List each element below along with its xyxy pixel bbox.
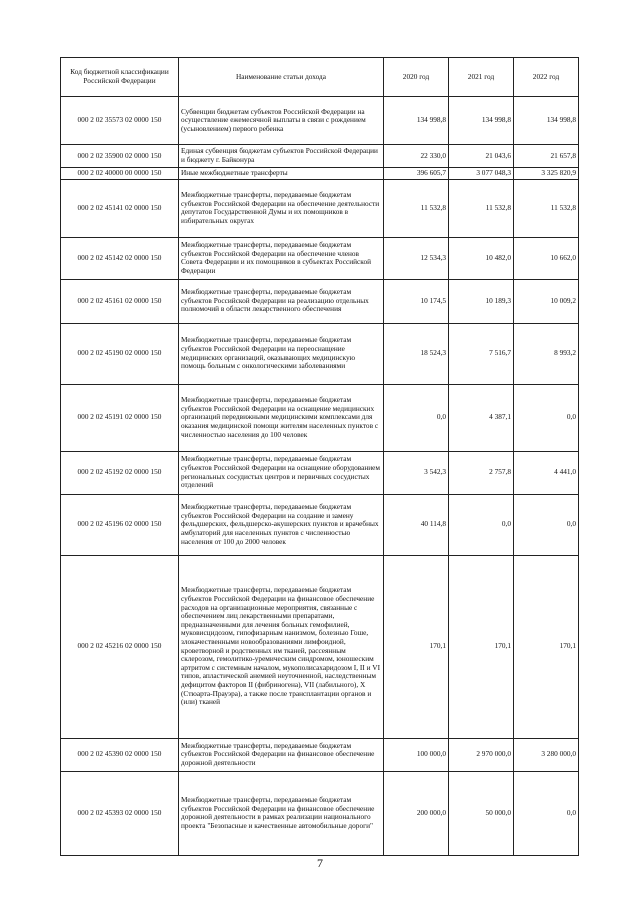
row-value-2021: 4 387,1	[449, 384, 514, 451]
row-value-2022: 8 993,2	[514, 323, 579, 384]
row-name: Единая субвенция бюджетам субъектов Российской Федерации и бюджету г. Байконура	[179, 145, 384, 168]
row-value-2020: 0,0	[384, 384, 449, 451]
row-name: Межбюджетные трансферты, передаваемые бюджетам субъектов Российской Федерации на оснащение оборудованием региональных сосудистых центров и первичных сосудистых отделений	[179, 451, 384, 494]
row-code: 000 2 02 40000 00 0000 150	[61, 168, 179, 180]
row-value-2021: 50 000,0	[449, 771, 514, 855]
row-code: 000 2 02 35900 02 0000 150	[61, 145, 179, 168]
table-row	[61, 323, 579, 384]
row-value-2021: 21 043,6	[449, 145, 514, 168]
row-value-2022: 10 009,2	[514, 279, 579, 323]
table-row	[61, 738, 579, 771]
row-value-2021: 10 189,3	[449, 279, 514, 323]
row-value-2021: 2 970 000,0	[449, 738, 514, 771]
row-value-2021: 10 482,0	[449, 237, 514, 279]
row-code: 000 2 02 45393 02 0000 150	[61, 771, 179, 855]
table-row	[61, 168, 579, 180]
table-row	[61, 97, 579, 145]
row-value-2022: 0,0	[514, 771, 579, 855]
row-name: Межбюджетные трансферты, передаваемые бюджетам субъектов Российской Федерации на реализацию отдельных полномочий в области лекарственного обеспечения	[179, 279, 384, 323]
row-value-2021: 3 077 048,3	[449, 168, 514, 180]
row-name: Межбюджетные трансферты, передаваемые бюджетам субъектов Российской Федерации на финансовое обеспечение дорожной деятельности	[179, 738, 384, 771]
table-row	[61, 384, 579, 451]
row-code: 000 2 02 45141 02 0000 150	[61, 179, 179, 237]
row-value-2021: 170,1	[449, 555, 514, 738]
row-value-2020: 12 534,3	[384, 237, 449, 279]
table-row	[61, 494, 579, 555]
row-name: Межбюджетные трансферты, передаваемые бюджетам субъектов Российской Федерации на обеспечение членов Совета Федерации и их помощников в субъектах Российской Федерации	[179, 237, 384, 279]
row-value-2020: 10 174,5	[384, 279, 449, 323]
row-name: Межбюджетные трансферты, передаваемые бюджетам субъектов Российской Федерации на оснащение медицинских организаций передвижными медицинскими комплексами для оказания медицинской помощи жителям населенных пунктов с численностью населения до 100 человек	[179, 384, 384, 451]
table-row	[61, 237, 579, 279]
row-value-2022: 10 662,0	[514, 237, 579, 279]
row-value-2020: 170,1	[384, 555, 449, 738]
row-value-2020: 18 524,3	[384, 323, 449, 384]
revenue-table	[60, 57, 579, 856]
row-value-2021: 11 532,8	[449, 179, 514, 237]
row-value-2020: 396 605,7	[384, 168, 449, 180]
row-value-2021: 7 516,7	[449, 323, 514, 384]
row-code: 000 2 02 45191 02 0000 150	[61, 384, 179, 451]
table-row	[61, 145, 579, 168]
header-2022: 2022 год	[514, 58, 579, 97]
row-value-2021: 2 757,8	[449, 451, 514, 494]
row-code: 000 2 02 45390 02 0000 150	[61, 738, 179, 771]
table-header-row	[61, 58, 579, 97]
row-value-2022: 3 280 000,0	[514, 738, 579, 771]
row-name: Межбюджетные трансферты, передаваемые бюджетам субъектов Российской Федерации на создание и замену фельдшерских, фельдшерско-акушерских пунктов и врачебных амбулаторий для населенных пунктов с численностью населения от 100 до 2000 человек	[179, 494, 384, 555]
row-code: 000 2 02 45142 02 0000 150	[61, 237, 179, 279]
row-value-2022: 3 325 820,9	[514, 168, 579, 180]
row-name: Субвенции бюджетам субъектов Российской Федерации на осуществление ежемесячной выплаты в связи с рождением (усыновлением) первого ребенка	[179, 97, 384, 145]
row-value-2021: 0,0	[449, 494, 514, 555]
row-value-2020: 134 998,8	[384, 97, 449, 145]
row-name: Межбюджетные трансферты, передаваемые бюджетам субъектов Российской Федерации на переоснащение медицинских организаций, оказывающих медицинскую помощь больным с онкологическими заболеваниями	[179, 323, 384, 384]
row-name: Межбюджетные трансферты, передаваемые бюджетам субъектов Российской Федерации на обеспечение деятельности депутатов Государственной Думы и их помощников в избирательных округах	[179, 179, 384, 237]
row-name: Межбюджетные трансферты, передаваемые бюджетам субъектов Российской Федерации на финансовое обеспечение расходов на организационные мероприятия, связанные с обеспечением лиц лекарственными препаратами, предназначенными для лечения больных гемофилией, муковисцидозом, гипофизарным нанизмом, болезнью Гоше, злокачественными новообразованиями лимфоидной, кроветворной и родственных им тканей, рассеянным склерозом, гемолитико-уремическим синдромом, юношеским артритом с системным началом, мукополисахаридозом I, II и VI типов, апластической анемией неуточненной, наследственным дефицитом факторов II (фибриногена), VII (лабильного), X (Стюарта-Прауэра), а также после трансплантации органов и (или) тканей	[179, 555, 384, 738]
row-code: 000 2 02 35573 02 0000 150	[61, 97, 179, 145]
header-2021: 2021 год	[449, 58, 514, 97]
row-value-2022: 170,1	[514, 555, 579, 738]
header-name: Наименование статьи дохода	[179, 58, 384, 97]
table-row	[61, 179, 579, 237]
header-code: Код бюджетной классификации Российской Федерации	[61, 58, 179, 97]
row-value-2020: 100 000,0	[384, 738, 449, 771]
row-value-2020: 11 532,8	[384, 179, 449, 237]
row-code: 000 2 02 45161 02 0000 150	[61, 279, 179, 323]
row-value-2020: 200 000,0	[384, 771, 449, 855]
row-value-2022: 134 998,8	[514, 97, 579, 145]
row-code: 000 2 02 45196 02 0000 150	[61, 494, 179, 555]
row-value-2020: 40 114,8	[384, 494, 449, 555]
table-row	[61, 279, 579, 323]
table-row	[61, 555, 579, 738]
row-code: 000 2 02 45192 02 0000 150	[61, 451, 179, 494]
row-value-2022: 21 657,8	[514, 145, 579, 168]
page-number: 7	[317, 856, 323, 870]
row-code: 000 2 02 45216 02 0000 150	[61, 555, 179, 738]
table-row	[61, 771, 579, 855]
row-value-2022: 11 532,8	[514, 179, 579, 237]
row-name: Межбюджетные трансферты, передаваемые бюджетам субъектов Российской Федерации на финансовое обеспечение дорожной деятельности в рамках реализации национального проекта "Безопасные и качественные автомобильные дороги"	[179, 771, 384, 855]
row-name: Иные межбюджетные трансферты	[179, 168, 384, 180]
row-value-2022: 0,0	[514, 494, 579, 555]
table-row	[61, 451, 579, 494]
row-value-2022: 0,0	[514, 384, 579, 451]
row-value-2020: 3 542,3	[384, 451, 449, 494]
row-value-2022: 4 441,0	[514, 451, 579, 494]
row-value-2021: 134 998,8	[449, 97, 514, 145]
header-2020: 2020 год	[384, 58, 449, 97]
row-code: 000 2 02 45190 02 0000 150	[61, 323, 179, 384]
row-value-2020: 22 330,0	[384, 145, 449, 168]
